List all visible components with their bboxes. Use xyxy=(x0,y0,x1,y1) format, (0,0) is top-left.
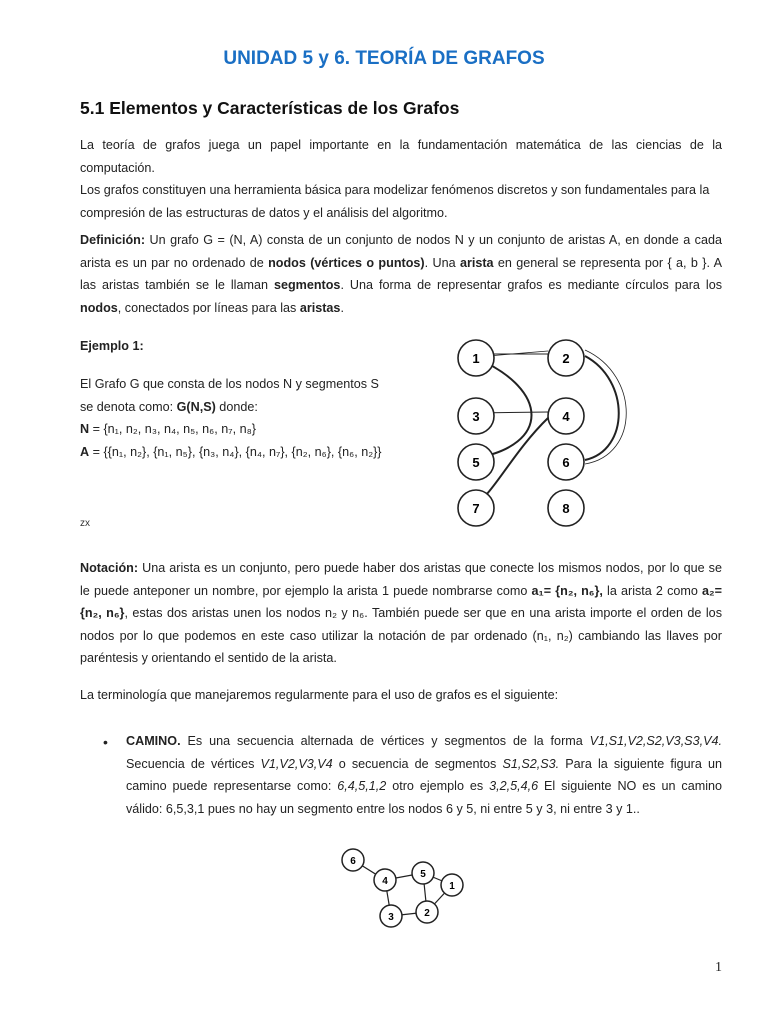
notation-text: le puede anteponer un nombre, por ejemplo la arista 1 puede nombrarse como xyxy=(80,583,532,598)
node-label: 1 xyxy=(449,881,455,892)
node-label: 8 xyxy=(562,501,570,516)
definition-text: arista es un par no ordenado de xyxy=(80,255,269,270)
notation-text: nodos por lo que podemos en este caso utilizar la notación de par ordenado (n₁, n₂) cambiando las llaves por xyxy=(80,628,722,643)
definition-bold: arista xyxy=(459,255,494,270)
node-3 xyxy=(458,398,494,434)
definition-bold: segmentos xyxy=(273,278,341,293)
intro-line: La teoría de grafos juega un papel importante en la fundamentación matemática de las ciencias de la computación. xyxy=(80,138,722,175)
notation-text: la arista 2 como xyxy=(602,583,703,598)
notation-text: paréntesis y orientando el sentido de la arista. xyxy=(80,651,337,666)
intro-paragraph xyxy=(80,134,722,224)
example-graph-diagram xyxy=(440,330,640,530)
camino-text: Es una secuencia alternada de vértices y segmentos de la forma xyxy=(180,734,590,748)
nodes-set: = {n₁, n₂, n₃, n₄, n₅, n₆, n₇, n₈} xyxy=(89,422,257,437)
example-line: El Grafo G que consta de los nodos N y segmentos S xyxy=(80,377,379,391)
camino-text: Secuencia de vértices xyxy=(126,756,261,771)
node-6 xyxy=(342,849,364,871)
nodes-label: N xyxy=(80,422,90,437)
example-body xyxy=(80,373,410,463)
notation-paragraph xyxy=(80,557,722,670)
stray-text: zx xyxy=(80,518,90,529)
definition-text: , conectados por líneas para las xyxy=(117,300,300,315)
node-2 xyxy=(416,901,438,923)
node-1 xyxy=(441,874,463,896)
camino-italic: S1,S2,S3. xyxy=(502,756,560,771)
node-label: 6 xyxy=(562,455,570,470)
node-label: 2 xyxy=(424,908,430,919)
node-label: 3 xyxy=(388,912,394,923)
definition-bold: aristas xyxy=(299,300,341,315)
node-8 xyxy=(548,490,584,526)
node-label: 2 xyxy=(562,351,570,366)
definition-text: en general se representa por { a, b }. A xyxy=(493,255,723,270)
example-text: donde: xyxy=(215,399,258,414)
node-label: 5 xyxy=(420,869,426,880)
node-5 xyxy=(458,444,494,480)
node-label: 1 xyxy=(472,351,480,366)
camino-italic: 3,2,5,4,6 xyxy=(489,779,539,794)
page-number: 1 xyxy=(715,960,722,975)
notation-text: , estas dos aristas unen los nodos n₂ y n₆. También puede ser que en una arista importe el orden de los xyxy=(124,606,722,621)
node-1 xyxy=(458,340,494,376)
camino-text: válido: 6,5,3,1 pues no hay un segmento entre los nodos 6 y 5, ni entre 5 y 3, ni entre 3 y 1.. xyxy=(126,801,640,816)
document-title: UNIDAD 5 y 6. TEORÍA DE GRAFOS xyxy=(223,48,545,69)
section-heading: 5.1 Elementos y Características de los Grafos xyxy=(80,98,460,118)
edges-label: A xyxy=(80,444,90,459)
edges-set: = {{n₁, n₂}, {n₁, n₅}, {n₃, n₄}, {n₄, n₇}, {n₂, n₆}, {n₆, n₂}} xyxy=(89,444,382,459)
definition-bold: nodos (vértices o puntos) xyxy=(268,255,425,270)
camino-text: Para la siguiente figura un xyxy=(559,756,722,771)
node-5 xyxy=(412,862,434,884)
node-3 xyxy=(380,905,402,927)
camino-text: El siguiente NO es un camino xyxy=(538,779,722,794)
example-bold: G(N,S) xyxy=(176,399,216,414)
definition-text: las aristas también se le llaman xyxy=(80,278,274,293)
camino-text: o secuencia de segmentos xyxy=(332,756,503,771)
intro-line: compresión de las estructuras de datos y el análisis del algoritmo. xyxy=(80,205,448,220)
definition-label: Definición: xyxy=(80,233,146,247)
definition-bold: nodos xyxy=(80,300,118,315)
node-4 xyxy=(374,869,396,891)
node-label: 6 xyxy=(350,856,356,867)
node-label: 7 xyxy=(472,501,480,516)
camino-italic: 6,4,5,1,2 xyxy=(337,779,387,794)
node-label: 3 xyxy=(472,409,480,424)
edge-2-6 xyxy=(585,356,619,460)
camino-graph-diagram xyxy=(330,840,470,930)
camino-definition xyxy=(126,730,722,820)
edge-6-2 xyxy=(585,350,626,464)
node-4 xyxy=(548,398,584,434)
camino-italic: V1,V2,V3,V4 xyxy=(260,756,333,771)
bullet-icon: • xyxy=(103,734,108,750)
definition-paragraph xyxy=(80,229,722,319)
definition-text: . Una forma de representar grafos es mediante círculos para los xyxy=(340,278,722,293)
camino-text: camino puede representarse como: xyxy=(126,779,338,794)
node-2 xyxy=(548,340,584,376)
edge-4-7 xyxy=(486,418,548,495)
example-text: se denota como: xyxy=(80,399,177,414)
notation-label: Notación: xyxy=(80,561,139,575)
camino-text: otro ejemplo es xyxy=(386,779,490,794)
definition-text: Un grafo G = (N, A) consta de un conjunto de nodos N y un conjunto de aristas A, en donde a cada xyxy=(145,233,722,247)
node-label: 4 xyxy=(382,876,388,887)
example-heading: Ejemplo 1: xyxy=(80,339,144,353)
camino-italic: V1,S1,V2,S2,V3,S3,V4. xyxy=(589,734,722,748)
node-7 xyxy=(458,490,494,526)
notation-bold: a₂= xyxy=(702,583,722,598)
intro-line: Los grafos constituyen una herramienta básica para modelizar fenómenos discretos y son fundamentales para la xyxy=(80,183,710,198)
node-label: 4 xyxy=(562,409,570,424)
camino-label: CAMINO. xyxy=(126,734,181,748)
definition-text: . xyxy=(340,300,344,315)
definition-text: . Una xyxy=(424,255,460,270)
notation-bold: {n₂, n₆} xyxy=(80,606,125,621)
node-6 xyxy=(548,444,584,480)
notation-bold: a₁= {n₂, n₆}, xyxy=(531,583,603,598)
terminology-intro: La terminología que manejaremos regularmente para el uso de grafos es el siguiente: xyxy=(80,688,559,702)
node-label: 5 xyxy=(472,455,480,470)
notation-text: Una arista es un conjunto, pero puede haber dos aristas que conecte los mismos nodos, por lo que se xyxy=(138,561,722,575)
